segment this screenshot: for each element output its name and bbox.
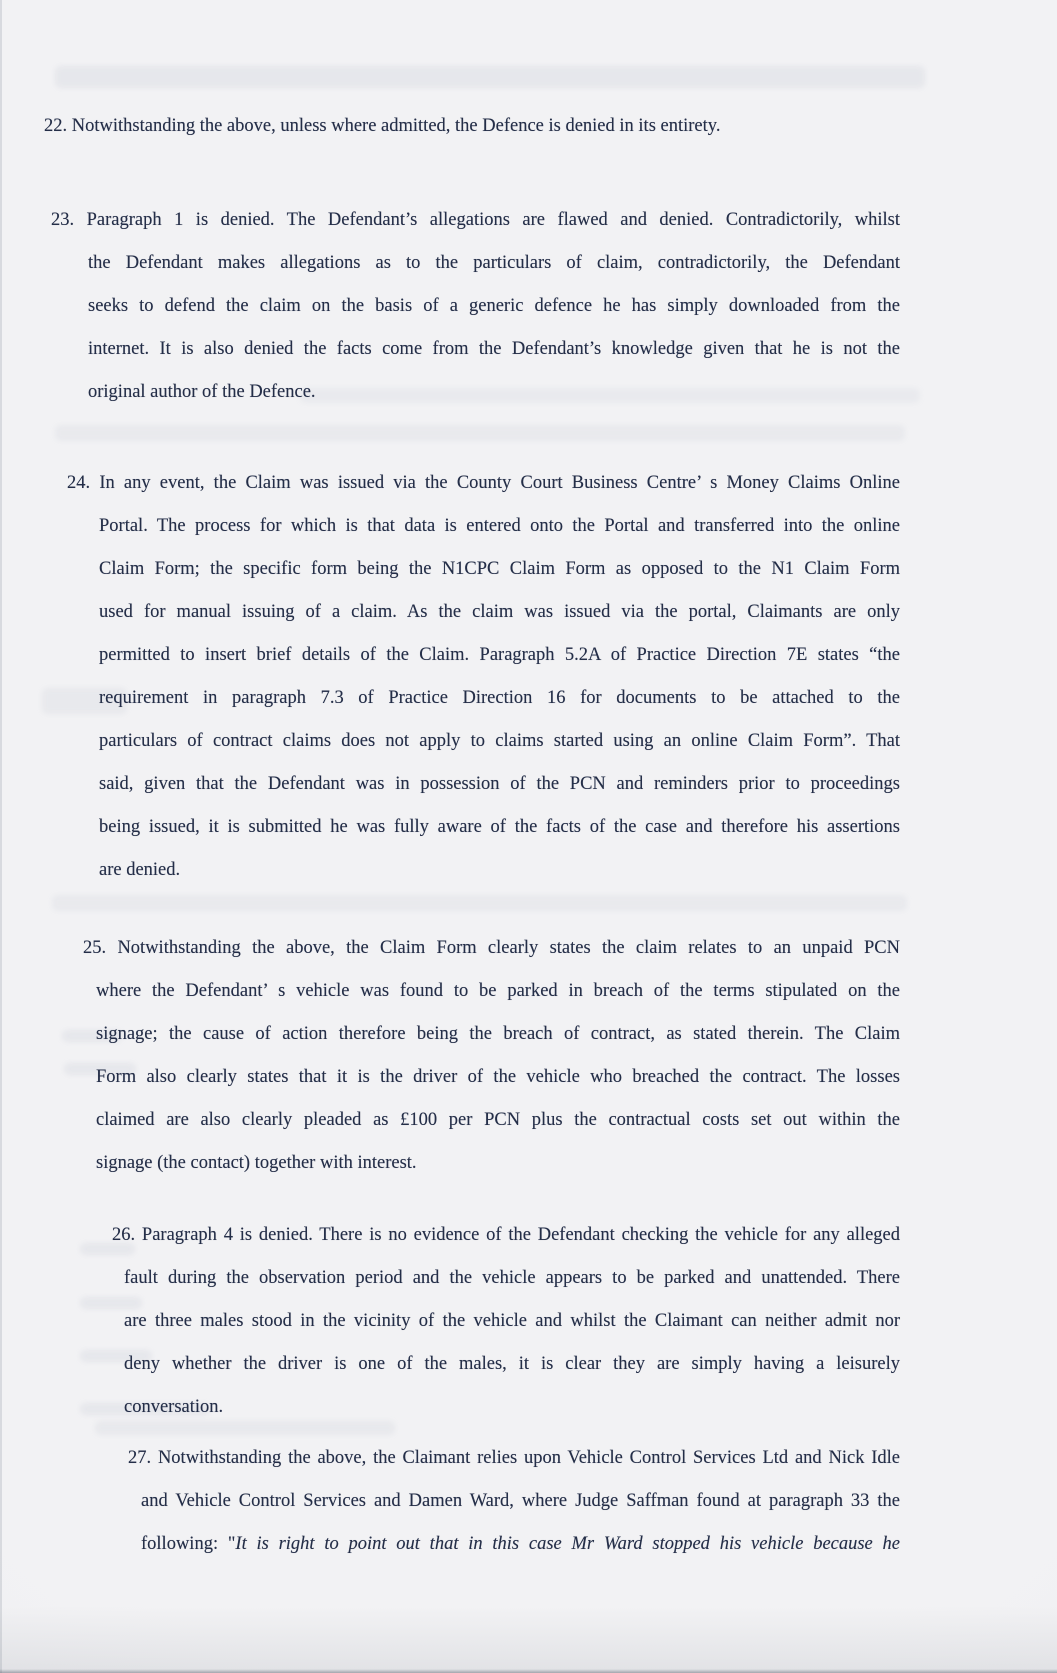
body-text: are denied.: [99, 860, 181, 880]
body-text: particulars of contract claims does not apply to claims started using an online Claim Form”. That: [99, 731, 900, 751]
text-line: [96, 1013, 900, 1056]
body-text: conversation.: [124, 1397, 224, 1417]
paragraph-number: 26.: [112, 1225, 142, 1245]
body-text: Claim Form; the specific form being the N1CPC Claim Form as opposed to the N1 Claim Form: [99, 559, 900, 579]
body-text: where the Defendant’ s vehicle was found to be parked in breach of the terms stipulated on the: [96, 981, 900, 1001]
body-text: deny whether the driver is one of the males, it is clear they are simply having a leisurely: [124, 1354, 900, 1374]
body-text: the Defendant makes allegations as to the particulars of claim, contradictorily, the Defendant: [88, 253, 900, 273]
body-text: Notwithstanding the above, unless where admitted, the Defence is denied in its entirety.: [71, 116, 721, 136]
text-line: [128, 1437, 901, 1480]
text-line: [124, 1257, 900, 1300]
text-line: [99, 591, 900, 634]
text-line: [99, 548, 900, 591]
text-line: [99, 849, 900, 892]
text-line: [124, 1300, 900, 1343]
text-line: [67, 462, 900, 505]
text-line: [99, 763, 900, 806]
paragraph-number: 24.: [67, 473, 100, 493]
text-line: [99, 677, 900, 720]
text-line: [96, 970, 900, 1013]
body-text: Notwithstanding the above, the Claimant relies upon Vehicle Control Services Ltd and Nick Idle: [157, 1448, 901, 1468]
body-text: following: ": [141, 1534, 236, 1554]
paragraph-number: 22.: [44, 116, 72, 136]
text-line: [124, 1343, 900, 1386]
paragraph-23: [51, 199, 901, 414]
body-text: are three males stood in the vicinity of the vehicle and whilst the Claimant can neither admit nor: [124, 1311, 900, 1331]
body-text: In any event, the Claim was issued via the County Court Business Centre’ s Money Claims Online: [99, 473, 900, 493]
body-text: Paragraph 4 is denied. There is no evidence of the Defendant checking the vehicle for any alleged: [141, 1225, 901, 1245]
body-text: requirement in paragraph 7.3 of Practice Direction 16 for documents to be attached to the: [99, 688, 900, 708]
bleed-through-artifact: [52, 895, 907, 911]
text-line: [99, 720, 900, 763]
paragraph-24: [67, 462, 900, 892]
quoted-judgment-text: It is right to point out that in this case Mr Ward stopped his vehicle because he: [235, 1534, 900, 1554]
body-text: being issued, it is submitted he was fully aware of the facts of the case and therefore his assertions: [99, 817, 900, 837]
text-line: [99, 806, 900, 849]
body-text: fault during the observation period and the vehicle appears to be parked and unattended. There: [124, 1268, 900, 1288]
paragraph-number: 23.: [51, 210, 87, 230]
text-line: [96, 1142, 900, 1185]
text-line: [51, 199, 901, 242]
bleed-through-artifact: [55, 425, 905, 441]
body-text: internet. It is also denied the facts come from the Defendant’s knowledge given that he is not the: [88, 339, 900, 359]
text-line: [141, 1523, 900, 1566]
body-text: permitted to insert brief details of the Claim. Paragraph 5.2A of Practice Direction 7E states “the: [99, 645, 900, 665]
text-line: [112, 1214, 901, 1257]
bleed-through-artifact: [55, 66, 925, 88]
text-line: [124, 1386, 900, 1429]
text-line: [96, 1099, 900, 1142]
text-line: [88, 371, 900, 414]
paragraph-25: [83, 927, 900, 1185]
body-text: Form also clearly states that it is the driver of the vehicle who breached the contract. The losses: [96, 1067, 900, 1087]
body-text: said, given that the Defendant was in possession of the PCN and reminders prior to proceedings: [99, 774, 900, 794]
body-text: claimed are also clearly pleaded as £100 per PCN plus the contractual costs set out within the: [96, 1110, 900, 1130]
body-text: used for manual issuing of a claim. As the claim was issued via the portal, Claimants are only: [99, 602, 900, 622]
body-text: Portal. The process for which is that data is entered onto the Portal and transferred into the online: [99, 516, 900, 536]
text-line: [44, 105, 857, 148]
text-line: [88, 328, 900, 371]
text-line: [141, 1480, 900, 1523]
paragraph-number: 27.: [128, 1448, 158, 1468]
body-text: signage (the contact) together with interest.: [96, 1153, 417, 1173]
text-line: [83, 927, 900, 970]
body-text: original author of the Defence.: [88, 382, 316, 402]
body-text: signage; the cause of action therefore being the breach of contract, as stated therein. The Claim: [96, 1024, 900, 1044]
text-line: [88, 285, 900, 328]
text-line: [99, 505, 900, 548]
body-text: seeks to defend the claim on the basis of a generic defence he has simply downloaded from the: [88, 296, 900, 316]
body-text: Notwithstanding the above, the Claim Form clearly states the claim relates to an unpaid PCN: [117, 938, 900, 958]
text-line: [88, 242, 900, 285]
text-line: [99, 634, 900, 677]
paragraph-22: [44, 105, 857, 148]
paragraph-26: [112, 1214, 901, 1429]
paragraph-27: [128, 1437, 901, 1566]
body-text: Paragraph 1 is denied. The Defendant’s allegations are flawed and denied. Contradictorily, whilst: [86, 210, 901, 230]
paragraph-number: 25.: [83, 938, 118, 958]
body-text: and Vehicle Control Services and Damen Ward, where Judge Saffman found at paragraph 33 the: [141, 1491, 900, 1511]
text-line: [96, 1056, 900, 1099]
